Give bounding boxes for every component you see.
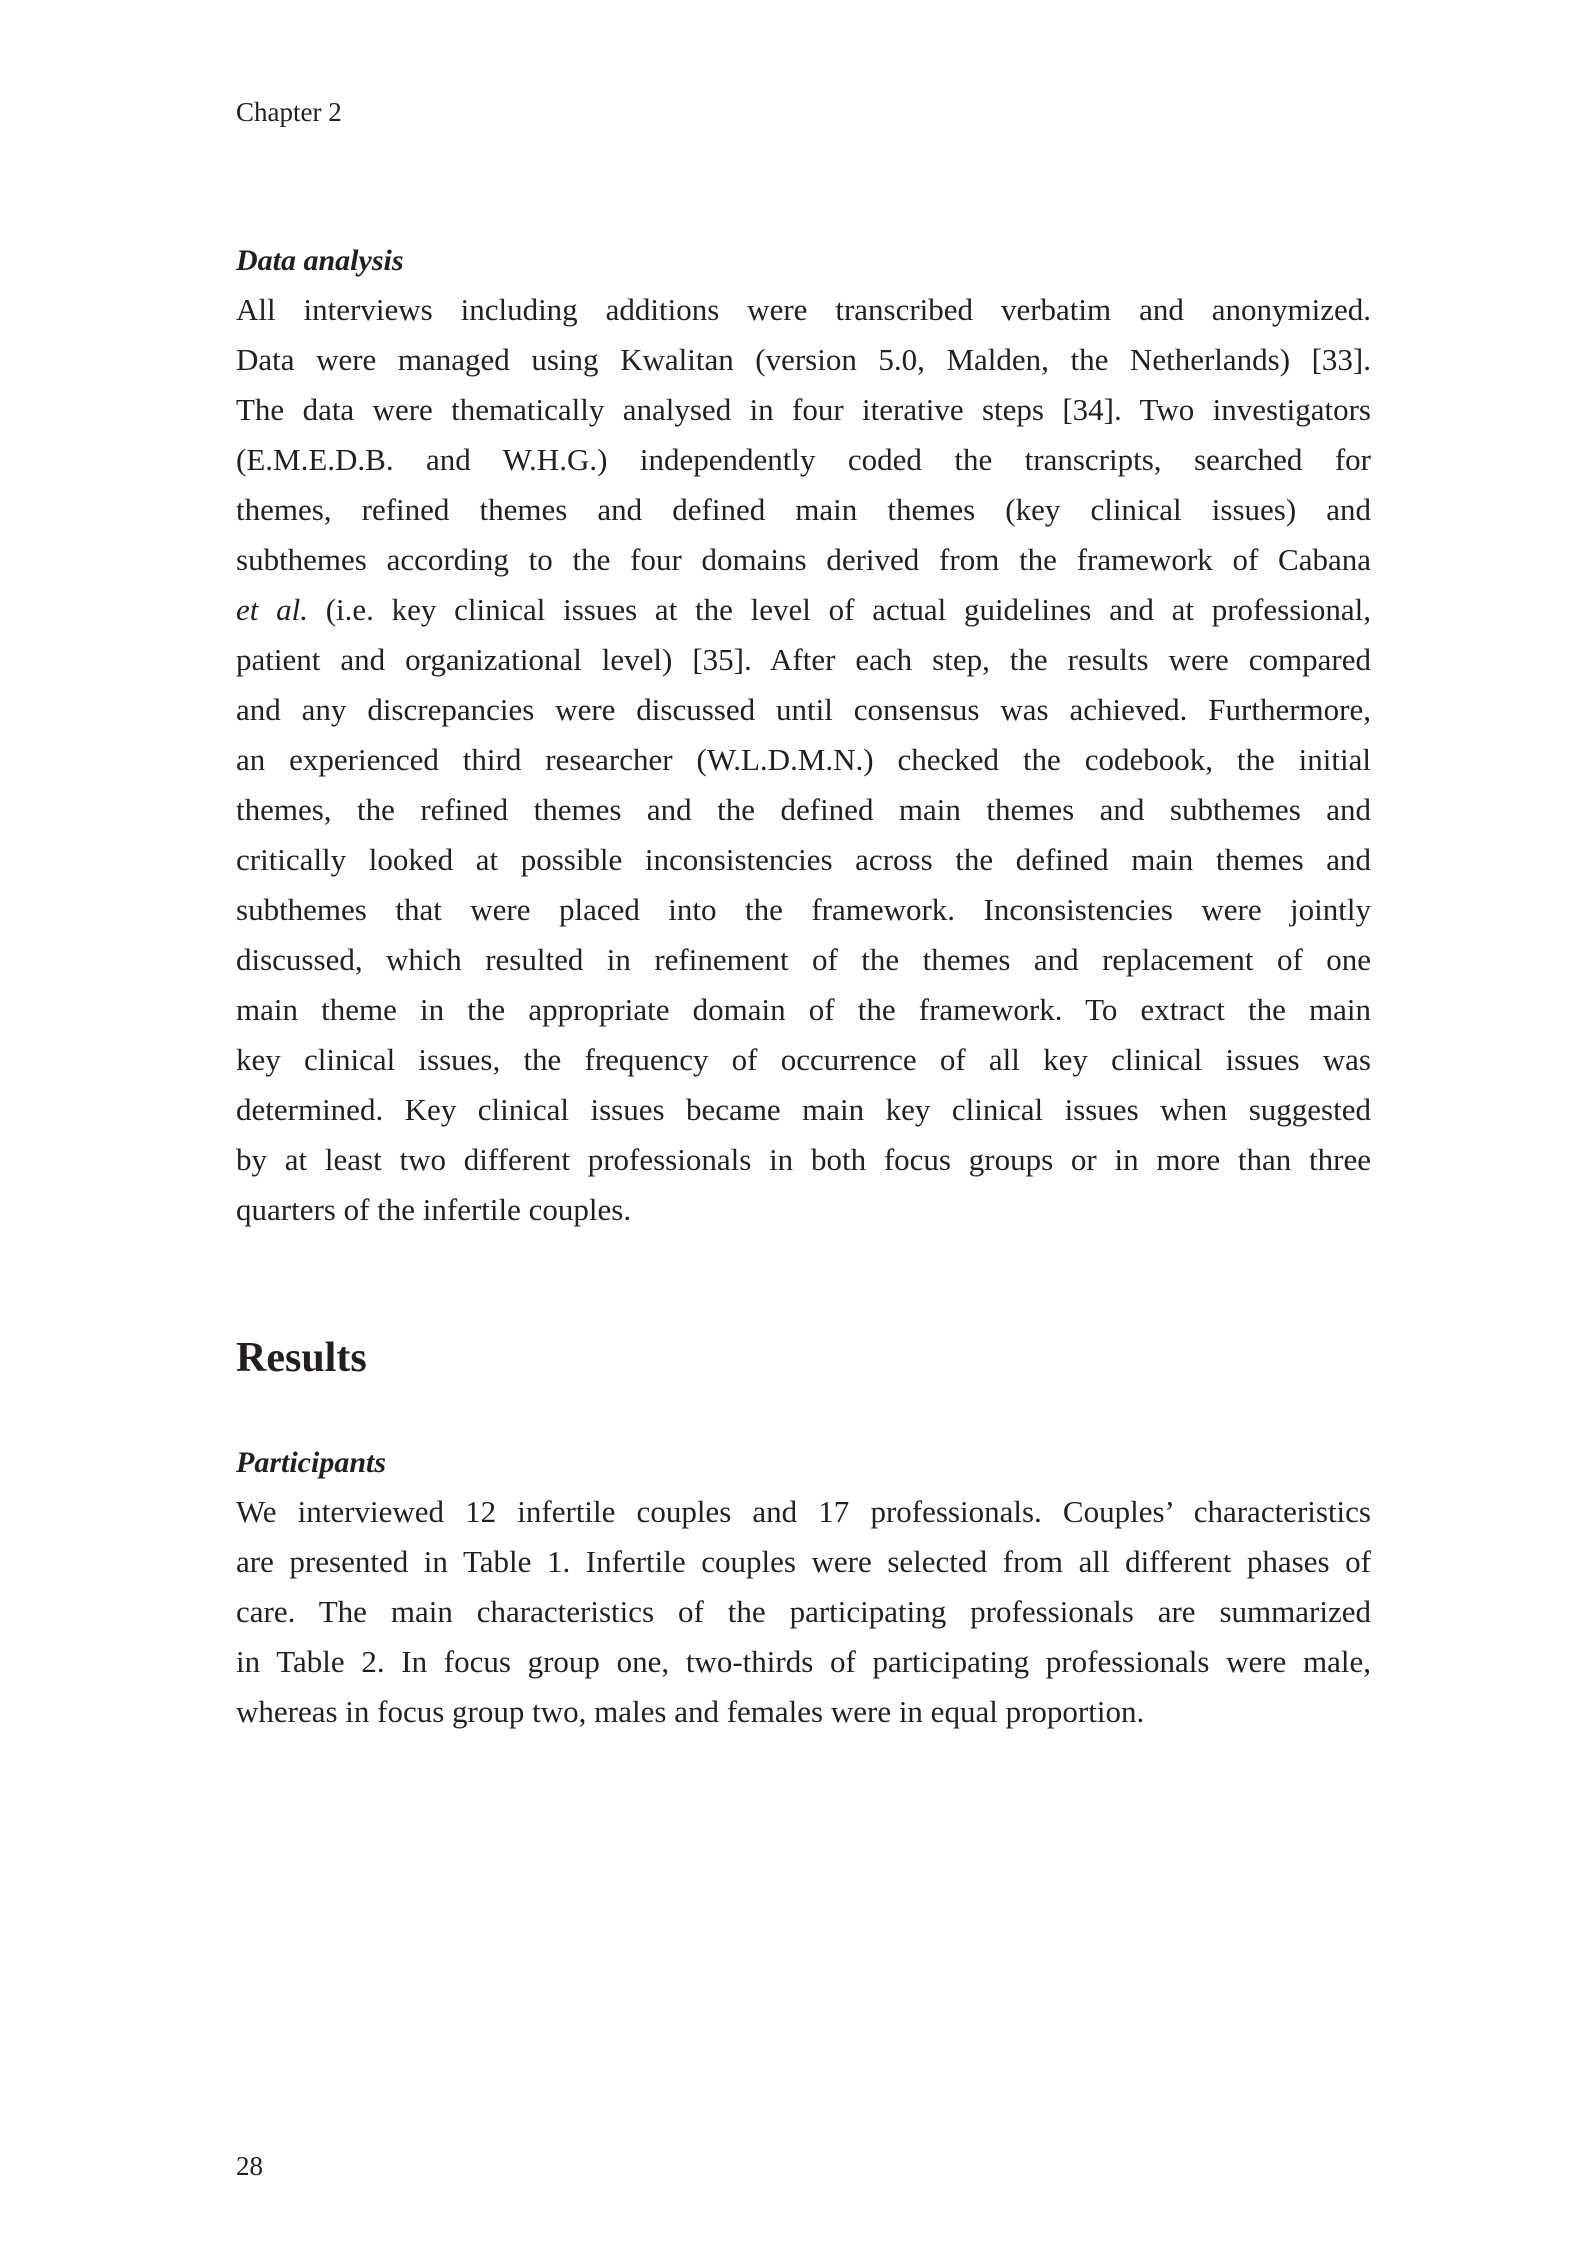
- text-line: subthemes according to the four domains derived from the framework of Cabana: [236, 542, 1371, 577]
- results-heading: Results: [236, 1335, 367, 1381]
- text-line: patient and organizational level) [35]. After each step, the results were compared: [236, 642, 1371, 677]
- text-line: main theme in the appropriate domain of the framework. To extract the main: [236, 992, 1371, 1027]
- text-line: themes, the refined themes and the defined main themes and subthemes and: [236, 792, 1371, 827]
- text-line: quarters of the infertile couples.: [236, 1192, 632, 1227]
- running-header: Chapter 2: [236, 97, 342, 127]
- text-line: by at least two different professionals in both focus groups or in more than three: [236, 1142, 1371, 1177]
- text-line: in Table 2. In focus group one, two-thirds of participating professionals were male,: [236, 1644, 1371, 1679]
- text-line: The data were thematically analysed in four iterative steps [34]. Two investigators: [236, 392, 1371, 427]
- text-line: an experienced third researcher (W.L.D.M.N.) checked the codebook, the initial: [236, 742, 1371, 777]
- text-line: (E.M.E.D.B. and W.H.G.) independently coded the transcripts, searched for: [236, 442, 1371, 477]
- text-line: themes, refined themes and defined main themes (key clinical issues) and: [236, 492, 1371, 527]
- text-line: are presented in Table 1. Infertile couples were selected from all different phases of: [236, 1544, 1371, 1579]
- text-line: We interviewed 12 infertile couples and 17 professionals. Couples’ characteristics: [236, 1494, 1371, 1529]
- participants-heading: Participants: [236, 1446, 387, 1479]
- page-number: 28: [236, 2151, 263, 2181]
- data-analysis-heading: Data analysis: [236, 244, 404, 277]
- text-line: critically looked at possible inconsistencies across the defined main themes and: [236, 842, 1371, 877]
- data-analysis-paragraph: [236, 285, 1371, 1235]
- text-line: care. The main characteristics of the participating professionals are summarized: [236, 1594, 1371, 1629]
- text-line: discussed, which resulted in refinement of the themes and replacement of one: [236, 942, 1371, 977]
- text-line: et al. (i.e. key clinical issues at the level of actual guidelines and at professional,: [236, 592, 1371, 627]
- text-line: determined. Key clinical issues became main key clinical issues when suggested: [236, 1092, 1371, 1127]
- text-line: subthemes that were placed into the framework. Inconsistencies were jointly: [236, 892, 1371, 927]
- text-line: Data were managed using Kwalitan (version 5.0, Malden, the Netherlands) [33].: [236, 342, 1371, 377]
- participants-paragraph: [236, 1487, 1371, 1737]
- text-line: All interviews including additions were transcribed verbatim and anonymized.: [236, 292, 1371, 327]
- text-line: key clinical issues, the frequency of occurrence of all key clinical issues was: [236, 1042, 1371, 1077]
- text-line: and any discrepancies were discussed until consensus was achieved. Furthermore,: [236, 692, 1371, 727]
- text-line: whereas in focus group two, males and females were in equal proportion.: [236, 1694, 1145, 1729]
